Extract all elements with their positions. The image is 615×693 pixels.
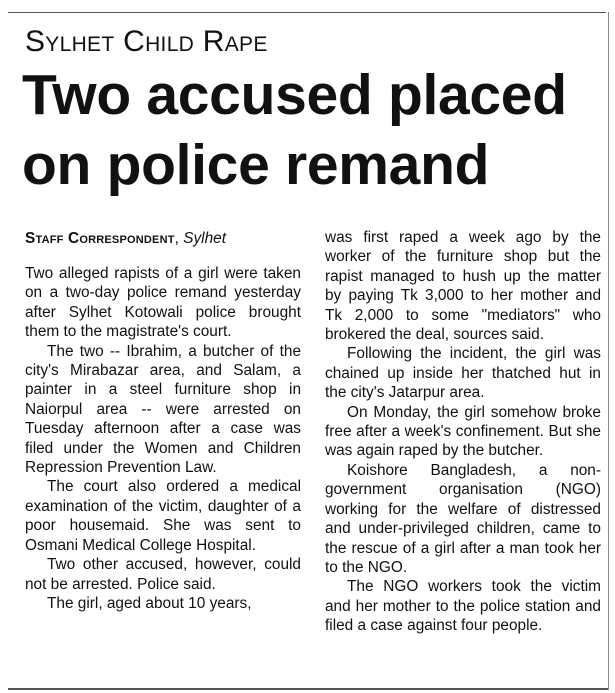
paragraph: The two -- Ibrahim, a butcher of the city's Mirabazar area, and Salam, a painter in a steel furniture shop in Naiorpul area -- were arrested on Tuesday afternoon after a case was filed under the Women and Children Repression Prevention Law. [25,342,301,477]
article-headline [22,60,602,200]
paragraph: Two alleged rapists of a girl were taken on a two-day police remand yesterday after Sylhet Kotowali police brought them to the magistrate's court. [25,265,301,341]
right-rule [608,12,609,690]
headline-line-2: on police remand [22,133,490,197]
byline-name: Staff Correspondent [25,230,175,247]
headline-line-1: Two accused placed [22,63,567,127]
byline [25,228,301,250]
kicker-text: Sylhet Child Rape [25,25,268,58]
paragraph: Following the incident, the girl was chained up inside her thatched hut in the city's Jatarpur area. [325,345,601,402]
byline-place: Sylhet [183,230,226,247]
paragraph: was first raped a week ago by the worker of the furniture shop but the rapist managed to hush up the matter by paying Tk 3,000 to her mother and Tk 2,000 to some "mediators" who brokered the deal, sources said. [325,229,601,344]
article-column-left [25,228,301,613]
paragraph: Two other accused, however, could not be arrested. Police said. [25,556,301,593]
paragraph: The girl, aged about 10 years, [47,594,252,612]
top-rule [8,12,606,13]
paragraph: On Monday, the girl somehow broke free after a week's confinement. But she was again raped by the butcher. [325,403,601,460]
paragraph: Koishore Bangladesh, a non-government organisation (NGO) working for the welfare of distressed and under-privileged children, came to the rescue of a girl after a man took her to the NGO. [325,461,601,576]
byline-separator: , [174,230,184,247]
bottom-rule [8,688,608,690]
article-kicker [25,24,268,60]
paragraph: The NGO workers took the victim and her mother to the police station and filed a case against four people. [325,578,601,635]
paragraph: The court also ordered a medical examination of the victim, daughter of a poor housemaid. She was sent to Osmani Medical College Hospital. [25,478,301,554]
article-column-right [325,228,601,636]
